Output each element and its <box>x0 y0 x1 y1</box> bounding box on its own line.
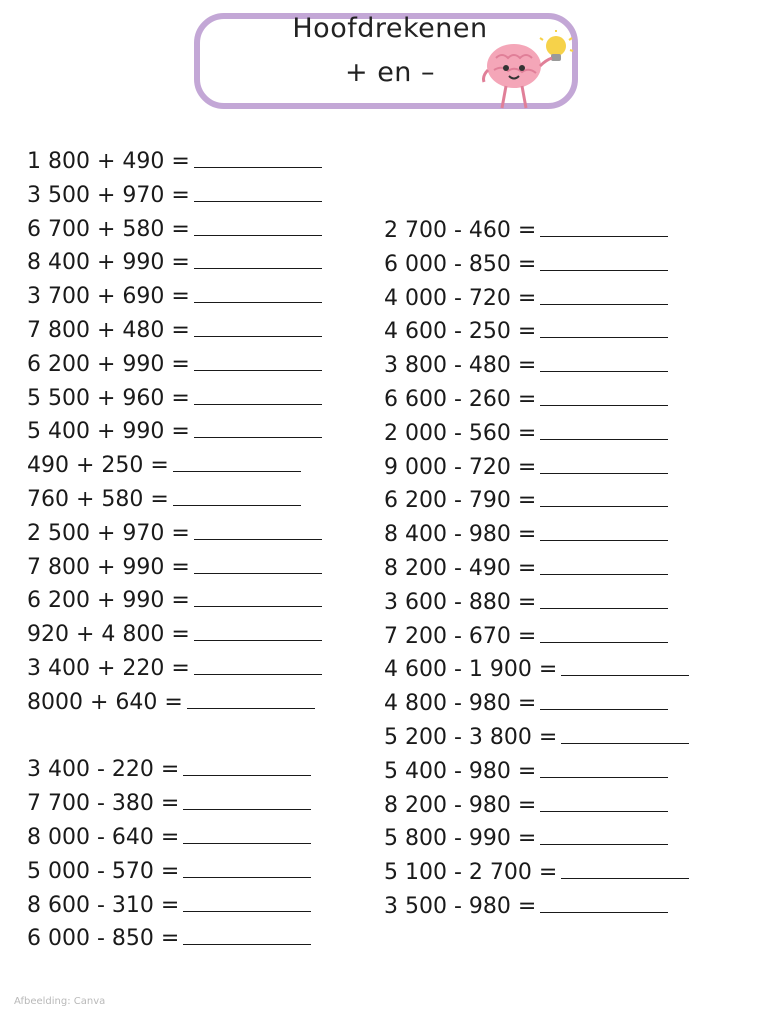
exercise-text: 4 000 - 720 = <box>384 285 537 311</box>
exercise-row <box>384 824 668 853</box>
exercise-row <box>384 588 668 617</box>
answer-blank[interactable] <box>540 284 668 305</box>
exercise-text: 6 200 + 990 = <box>27 351 190 377</box>
exercise-row <box>27 485 301 514</box>
exercise-text: 4 800 - 980 = <box>384 691 537 717</box>
answer-blank[interactable] <box>540 351 668 372</box>
exercise-text: 5 400 - 980 = <box>384 758 537 784</box>
exercise-text: 1 800 + 490 = <box>27 149 190 174</box>
answer-blank[interactable] <box>540 520 668 541</box>
exercise-row <box>384 892 668 921</box>
answer-blank[interactable] <box>194 654 322 675</box>
answer-blank[interactable] <box>540 892 668 913</box>
exercise-row <box>384 622 668 651</box>
exercise-row <box>384 351 668 380</box>
page-title: Hoofdrekenen <box>292 13 488 44</box>
answer-blank[interactable] <box>561 858 689 879</box>
exercise-row <box>384 554 668 583</box>
exercise-row <box>384 216 668 245</box>
exercise-row <box>384 317 668 346</box>
exercise-text: 9 000 - 720 = <box>384 454 537 480</box>
exercise-row <box>27 181 322 210</box>
exercise-text: 8000 + 640 = <box>27 689 183 715</box>
exercise-row <box>27 688 315 717</box>
answer-blank[interactable] <box>561 655 689 676</box>
exercise-row <box>27 519 322 548</box>
answer-blank[interactable] <box>194 248 322 269</box>
exercise-text: 3 700 + 690 = <box>27 284 190 310</box>
answer-blank[interactable] <box>540 622 668 643</box>
exercise-row <box>27 620 322 649</box>
answer-blank[interactable] <box>540 385 668 406</box>
answer-blank[interactable] <box>194 215 322 236</box>
exercise-row <box>27 857 311 886</box>
exercise-text: 5 000 - 570 = <box>27 858 180 884</box>
exercise-text: 760 + 580 = <box>27 487 169 512</box>
exercise-row <box>27 215 322 244</box>
answer-blank[interactable] <box>183 755 311 776</box>
answer-blank[interactable] <box>540 486 668 507</box>
exercise-row <box>27 924 311 953</box>
exercise-text: 490 + 250 = <box>27 453 169 479</box>
answer-blank[interactable] <box>194 620 322 641</box>
exercise-text: 3 400 + 220 = <box>27 656 190 681</box>
answer-blank[interactable] <box>183 924 311 945</box>
exercise-row <box>27 350 322 379</box>
exercise-text: 7 800 + 480 = <box>27 318 190 343</box>
exercise-text: 6 000 - 850 = <box>384 251 537 277</box>
exercise-row <box>27 823 311 852</box>
answer-blank[interactable] <box>183 857 311 878</box>
exercise-row <box>384 385 668 414</box>
answer-blank[interactable] <box>194 519 322 540</box>
exercise-text: 8 200 - 980 = <box>384 792 537 818</box>
exercise-text: 8 200 - 490 = <box>384 556 537 581</box>
exercise-text: 3 500 - 980 = <box>384 894 537 919</box>
answer-blank[interactable] <box>183 789 311 810</box>
exercise-row <box>27 147 322 176</box>
answer-blank[interactable] <box>173 451 301 472</box>
answer-blank[interactable] <box>540 216 668 237</box>
exercise-row <box>27 248 322 277</box>
exercise-text: 5 400 + 990 = <box>27 419 190 445</box>
exercise-row <box>384 757 668 786</box>
exercise-text: 8 000 - 640 = <box>27 825 180 850</box>
page-subtitle: + en – <box>344 57 435 88</box>
exercise-text: 7 800 + 990 = <box>27 554 190 580</box>
exercise-row <box>27 891 311 920</box>
exercise-row <box>384 284 668 313</box>
exercise-row <box>27 586 322 615</box>
answer-blank[interactable] <box>187 688 315 709</box>
lightbulb-icon <box>540 30 573 61</box>
brain-mascot-icon <box>482 30 574 112</box>
exercise-row <box>384 250 668 279</box>
exercise-text: 3 800 - 480 = <box>384 353 537 379</box>
exercise-row <box>27 654 322 683</box>
exercise-text: 3 600 - 880 = <box>384 589 537 615</box>
exercise-text: 2 700 - 460 = <box>384 218 537 243</box>
answer-blank[interactable] <box>540 689 668 710</box>
answer-blank[interactable] <box>540 554 668 575</box>
exercise-row <box>384 419 668 448</box>
exercise-text: 6 000 - 850 = <box>27 926 180 952</box>
exercise-text: 8 400 - 980 = <box>384 522 537 548</box>
answer-blank[interactable] <box>194 350 322 371</box>
exercise-row <box>384 453 668 482</box>
answer-blank[interactable] <box>540 453 668 474</box>
exercise-text: 7 200 - 670 = <box>384 623 537 649</box>
exercise-row <box>27 789 311 818</box>
answer-blank[interactable] <box>194 147 322 168</box>
answer-blank[interactable] <box>183 823 311 844</box>
answer-blank[interactable] <box>540 317 668 338</box>
exercise-row <box>27 553 322 582</box>
answer-blank[interactable] <box>194 282 322 303</box>
exercise-row <box>384 520 668 549</box>
exercise-row <box>384 655 689 684</box>
exercise-text: 2 000 - 560 = <box>384 420 537 446</box>
exercise-row <box>27 282 322 311</box>
exercise-row <box>27 384 322 413</box>
exercise-text: 6 700 + 580 = <box>27 216 190 242</box>
answer-blank[interactable] <box>540 757 668 778</box>
exercise-row <box>27 451 301 480</box>
answer-blank[interactable] <box>194 384 322 405</box>
exercise-text: 8 400 + 990 = <box>27 250 190 276</box>
exercise-text: 6 200 - 790 = <box>384 488 537 514</box>
exercise-text: 6 200 + 990 = <box>27 588 190 614</box>
exercise-row <box>384 791 668 820</box>
exercise-text: 5 800 - 990 = <box>384 826 537 852</box>
exercise-text: 3 400 - 220 = <box>27 757 180 783</box>
exercise-text: 3 500 + 970 = <box>27 182 190 208</box>
exercise-row <box>27 316 322 345</box>
exercise-text: 4 600 - 250 = <box>384 319 537 345</box>
exercise-text: 5 200 - 3 800 = <box>384 725 558 750</box>
image-credit: Afbeelding: Canva <box>14 996 106 1007</box>
answer-blank[interactable] <box>540 824 668 845</box>
exercise-row <box>27 755 311 784</box>
exercise-row <box>384 689 668 718</box>
answer-blank[interactable] <box>194 417 322 438</box>
answer-blank[interactable] <box>173 485 301 506</box>
answer-blank[interactable] <box>194 316 322 337</box>
exercise-row <box>384 723 689 752</box>
answer-blank[interactable] <box>561 723 689 744</box>
exercise-text: 4 600 - 1 900 = <box>384 657 558 683</box>
answer-blank[interactable] <box>183 891 311 912</box>
exercise-row <box>384 486 668 515</box>
exercise-text: 2 500 + 970 = <box>27 520 190 546</box>
exercise-text: 5 100 - 2 700 = <box>384 860 558 886</box>
answer-blank[interactable] <box>540 419 668 440</box>
exercise-text: 5 500 + 960 = <box>27 385 190 411</box>
exercise-row <box>27 417 322 446</box>
answer-blank[interactable] <box>540 588 668 609</box>
exercise-text: 6 600 - 260 = <box>384 387 537 412</box>
exercise-text: 8 600 - 310 = <box>27 892 180 918</box>
answer-blank[interactable] <box>194 586 322 607</box>
answer-blank[interactable] <box>194 553 322 574</box>
answer-blank[interactable] <box>540 250 668 271</box>
exercise-row <box>384 858 689 887</box>
exercise-text: 7 700 - 380 = <box>27 791 180 817</box>
exercise-text: 920 + 4 800 = <box>27 622 190 648</box>
answer-blank[interactable] <box>540 791 668 812</box>
answer-blank[interactable] <box>194 181 322 202</box>
